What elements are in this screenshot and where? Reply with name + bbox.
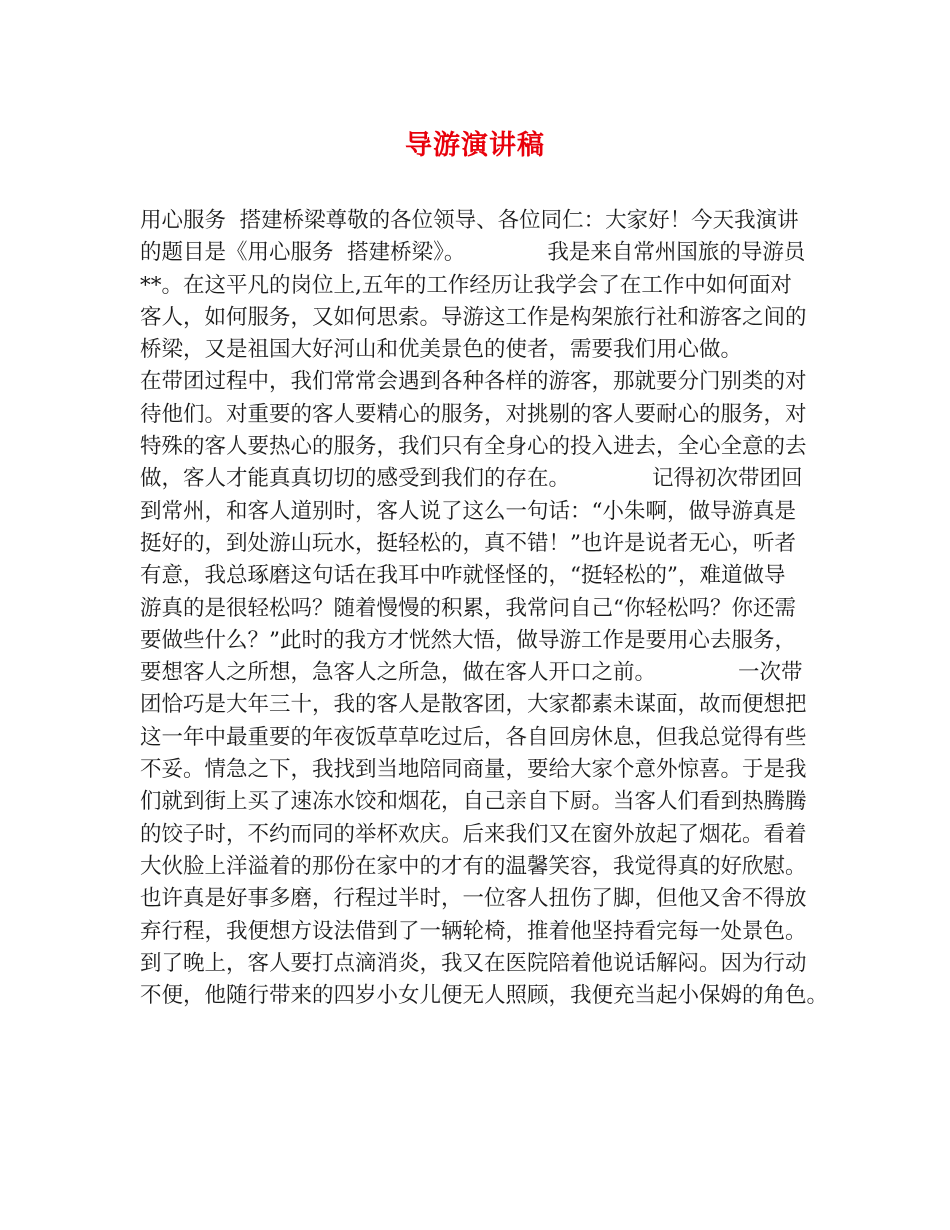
text-line: 待他们。对重要的客人要精心的服务，对挑剔的客人要耐心的服务，对 bbox=[140, 401, 807, 427]
text-line: 这一年中最重要的年夜饭草草吃过后，各自回房休息，但我总觉得有些 bbox=[140, 724, 807, 750]
text-line: 到常州，和客人道别时，客人说了这么一句话：“小朱啊，做导游真是 bbox=[140, 498, 796, 524]
text-line: 游真的是很轻松吗？随着慢慢的积累，我常问自己“你轻松吗？你还需 bbox=[140, 595, 796, 621]
document-body bbox=[140, 205, 840, 1012]
text-line: 的题目是《用心服务 搭建桥梁》。 我是来自常州国旅的导游员 bbox=[140, 240, 806, 266]
text-line: 桥梁，又是祖国大好河山和优美景色的使者，需要我们用心做。 bbox=[140, 337, 743, 363]
text-line: 要做些什么？”此时的我方才恍然大悟，做导游工作是要用心去服务， bbox=[140, 627, 796, 653]
text-line: 团恰巧是大年三十，我的客人是散客团，大家都素未谋面，故而便想把 bbox=[140, 692, 807, 718]
text-line: 也许真是好事多磨，行程过半时，一位客人扭伤了脚，但他又舍不得放 bbox=[140, 886, 807, 912]
text-line: 用心服务 搭建桥梁尊敬的各位领导、各位同仁：大家好！今天我演讲 bbox=[140, 208, 799, 233]
text-line: 要想客人之所想，急客人之所急，做在客人开口之前。 一次带 bbox=[140, 660, 803, 686]
text-line: 在带团过程中，我们常常会遇到各种各样的游客，那就要分门别类的对 bbox=[140, 369, 807, 395]
text-line: 挺好的，到处游山玩水，挺轻松的，真不错！”也许是说者无心，听者 bbox=[140, 530, 796, 556]
text-line: **。在这平凡的岗位上,五年的工作经历让我学会了在工作中如何面对 bbox=[140, 272, 792, 298]
text-line: 特殊的客人要热心的服务，我们只有全身心的投入进去，全心全意的去 bbox=[140, 434, 807, 460]
text-line: 的饺子时，不约而同的举杯欢庆。后来我们又在窗外放起了烟花。看着 bbox=[140, 821, 807, 847]
text-line: 不妥。情急之下，我找到当地陪同商量，要给大家个意外惊喜。于是我 bbox=[140, 757, 807, 783]
text-line: 们就到街上买了速冻水饺和烟花，自己亲自下厨。当客人们看到热腾腾 bbox=[140, 789, 807, 815]
document-title: 导游演讲稿 bbox=[405, 130, 545, 161]
text-line: 有意，我总琢磨这句话在我耳中咋就怪怪的，“挺轻松的”，难道做导 bbox=[140, 563, 786, 589]
text-line: 做，客人才能真真切切的感受到我们的存在。 记得初次带团回 bbox=[140, 466, 803, 492]
text-line: 不便，他随行带来的四岁小女儿便无人照顾，我便充当起小保姆的角色。 bbox=[140, 983, 829, 1009]
text-line: 弃行程，我便想方设法借到了一辆轮椅，推着他坚持看完每一处景色。 bbox=[140, 918, 807, 944]
text-line: 到了晚上，客人要打点滴消炎，我又在医院陪着他说话解闷。因为行动 bbox=[140, 950, 807, 976]
text-line: 客人，如何服务，又如何思索。导游这工作是构架旅行社和游客之间的 bbox=[140, 304, 807, 330]
text-line: 大伙脸上洋溢着的那份在家中的才有的温馨笑容，我觉得真的好欣慰。 bbox=[140, 853, 807, 879]
